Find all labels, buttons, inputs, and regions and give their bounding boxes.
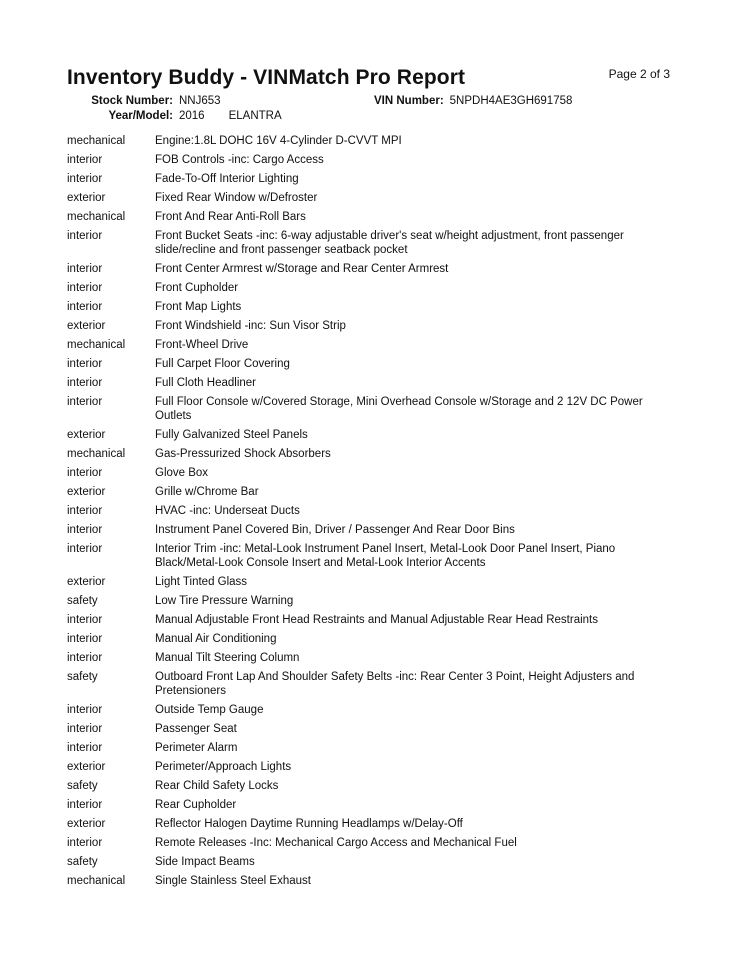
feature-row: [67, 670, 677, 698]
feature-row: [67, 485, 677, 499]
feature-description: HVAC -inc: Underseat Ducts: [155, 505, 300, 517]
feature-description: Front-Wheel Drive: [155, 339, 249, 351]
feature-category: exterior: [67, 192, 106, 204]
year-model-field: [67, 110, 282, 122]
feature-description: Front Bucket Seats -inc: 6-way adjustable driver's seat w/height adjustment, front passenger slide/recline and front passenger seatback pocket: [155, 230, 624, 256]
vin-number-label: VIN Number:: [374, 95, 444, 107]
feature-category: exterior: [67, 486, 106, 498]
feature-category: interior: [67, 505, 103, 517]
feature-row: [67, 357, 677, 371]
feature-description: Fully Galvanized Steel Panels: [155, 429, 308, 441]
feature-category: safety: [67, 595, 98, 607]
feature-row: [67, 319, 677, 333]
feature-description: Manual Air Conditioning: [155, 633, 277, 645]
feature-description: Light Tinted Glass: [155, 576, 248, 588]
feature-row: [67, 836, 677, 850]
feature-description: Interior Trim -inc: Metal-Look Instrument Panel Insert, Metal-Look Door Panel Insert, Piano Black/Metal-Look Console Insert and Metal-Look Interior Accents: [155, 543, 616, 569]
feature-category: interior: [67, 742, 103, 754]
feature-row: [67, 281, 677, 295]
feature-row: [67, 395, 677, 423]
feature-category: interior: [67, 301, 103, 313]
feature-row: [67, 134, 677, 148]
feature-row: [67, 874, 677, 888]
feature-row: [67, 741, 677, 755]
feature-category: exterior: [67, 320, 106, 332]
feature-description: Instrument Panel Covered Bin, Driver / Passenger And Rear Door Bins: [155, 524, 515, 536]
feature-category: interior: [67, 799, 103, 811]
feature-row: [67, 191, 677, 205]
feature-row: [67, 779, 677, 793]
feature-category: mechanical: [67, 448, 126, 460]
feature-row: [67, 172, 677, 186]
feature-description: Fade-To-Off Interior Lighting: [155, 173, 299, 185]
feature-category: interior: [67, 633, 103, 645]
feature-description: Front Cupholder: [155, 282, 239, 294]
feature-description: Front And Rear Anti-Roll Bars: [155, 211, 306, 223]
feature-description: Side Impact Beams: [155, 856, 255, 868]
feature-row: [67, 575, 677, 589]
feature-row: [67, 376, 677, 390]
feature-row: [67, 798, 677, 812]
feature-list: [67, 134, 677, 893]
feature-category: interior: [67, 154, 103, 166]
feature-row: [67, 300, 677, 314]
report-title: Inventory Buddy - VINMatch Pro Report: [67, 66, 466, 89]
feature-description: Manual Adjustable Front Head Restraints and Manual Adjustable Rear Head Restraints: [155, 614, 598, 626]
feature-description: Outside Temp Gauge: [155, 704, 264, 716]
feature-category: exterior: [67, 761, 106, 773]
page-number: Page 2 of 3: [608, 67, 670, 81]
feature-category: interior: [67, 723, 103, 735]
feature-category: interior: [67, 230, 103, 242]
feature-category: safety: [67, 856, 98, 868]
feature-description: Outboard Front Lap And Shoulder Safety Belts -inc: Rear Center 3 Point, Height Adjusters and Pretensioners: [155, 671, 635, 697]
feature-category: safety: [67, 780, 98, 792]
feature-category: interior: [67, 396, 103, 408]
feature-description: Perimeter Alarm: [155, 742, 238, 754]
vin-number-value: 5NPDH4AE3GH691758: [449, 95, 573, 107]
stock-number-label: Stock Number:: [91, 95, 173, 107]
feature-description: Glove Box: [155, 467, 209, 479]
feature-row: [67, 722, 677, 736]
feature-category: exterior: [67, 818, 106, 830]
feature-row: [67, 817, 677, 831]
feature-row: [67, 210, 677, 224]
feature-category: safety: [67, 671, 98, 683]
year-model-label: Year/Model:: [108, 110, 173, 122]
feature-category: interior: [67, 524, 103, 536]
feature-description: Rear Cupholder: [155, 799, 237, 811]
feature-row: [67, 447, 677, 461]
feature-description: Remote Releases -Inc: Mechanical Cargo Access and Mechanical Fuel: [155, 837, 517, 849]
feature-description: Full Cloth Headliner: [155, 377, 256, 389]
feature-description: Full Carpet Floor Covering: [155, 358, 290, 370]
feature-category: mechanical: [67, 135, 126, 147]
feature-description: Fixed Rear Window w/Defroster: [155, 192, 318, 204]
feature-row: [67, 855, 677, 869]
feature-row: [67, 523, 677, 537]
stock-number-field: [67, 95, 221, 107]
year-value: 2016: [179, 110, 205, 122]
feature-description: Perimeter/Approach Lights: [155, 761, 292, 773]
feature-category: interior: [67, 837, 103, 849]
feature-category: interior: [67, 173, 103, 185]
feature-category: mechanical: [67, 875, 126, 887]
feature-description: Engine:1.8L DOHC 16V 4-Cylinder D-CVVT MPI: [155, 135, 402, 147]
feature-description: Low Tire Pressure Warning: [155, 595, 294, 607]
feature-row: [67, 613, 677, 627]
feature-row: [67, 338, 677, 352]
feature-row: [67, 428, 677, 442]
feature-category: interior: [67, 282, 103, 294]
feature-category: interior: [67, 263, 103, 275]
stock-number-value: NNJ653: [179, 95, 221, 107]
model-value: ELANTRA: [228, 110, 282, 122]
feature-category: interior: [67, 543, 103, 555]
feature-description: Passenger Seat: [155, 723, 237, 735]
feature-category: interior: [67, 614, 103, 626]
feature-category: exterior: [67, 576, 106, 588]
feature-category: mechanical: [67, 339, 126, 351]
feature-description: Reflector Halogen Daytime Running Headlamps w/Delay-Off: [155, 818, 463, 830]
feature-row: [67, 703, 677, 717]
feature-description: Full Floor Console w/Covered Storage, Mini Overhead Console w/Storage and 2 12V DC Power Outlets: [155, 396, 643, 422]
vin-number-field: [374, 95, 572, 107]
feature-description: FOB Controls -inc: Cargo Access: [155, 154, 324, 166]
feature-row: [67, 504, 677, 518]
feature-row: [67, 542, 677, 570]
feature-description: Rear Child Safety Locks: [155, 780, 279, 792]
feature-category: interior: [67, 467, 103, 479]
feature-row: [67, 594, 677, 608]
feature-row: [67, 760, 677, 774]
feature-description: Grille w/Chrome Bar: [155, 486, 259, 498]
feature-category: mechanical: [67, 211, 126, 223]
feature-row: [67, 229, 677, 257]
feature-description: Front Windshield -inc: Sun Visor Strip: [155, 320, 346, 332]
feature-row: [67, 632, 677, 646]
feature-row: [67, 153, 677, 167]
feature-description: Manual Tilt Steering Column: [155, 652, 300, 664]
feature-category: interior: [67, 358, 103, 370]
feature-category: interior: [67, 652, 103, 664]
feature-category: exterior: [67, 429, 106, 441]
feature-category: interior: [67, 704, 103, 716]
feature-row: [67, 262, 677, 276]
feature-description: Gas-Pressurized Shock Absorbers: [155, 448, 331, 460]
feature-row: [67, 466, 677, 480]
feature-description: Single Stainless Steel Exhaust: [155, 875, 311, 887]
feature-row: [67, 651, 677, 665]
feature-category: interior: [67, 377, 103, 389]
feature-description: Front Center Armrest w/Storage and Rear Center Armrest: [155, 263, 449, 275]
feature-description: Front Map Lights: [155, 301, 242, 313]
